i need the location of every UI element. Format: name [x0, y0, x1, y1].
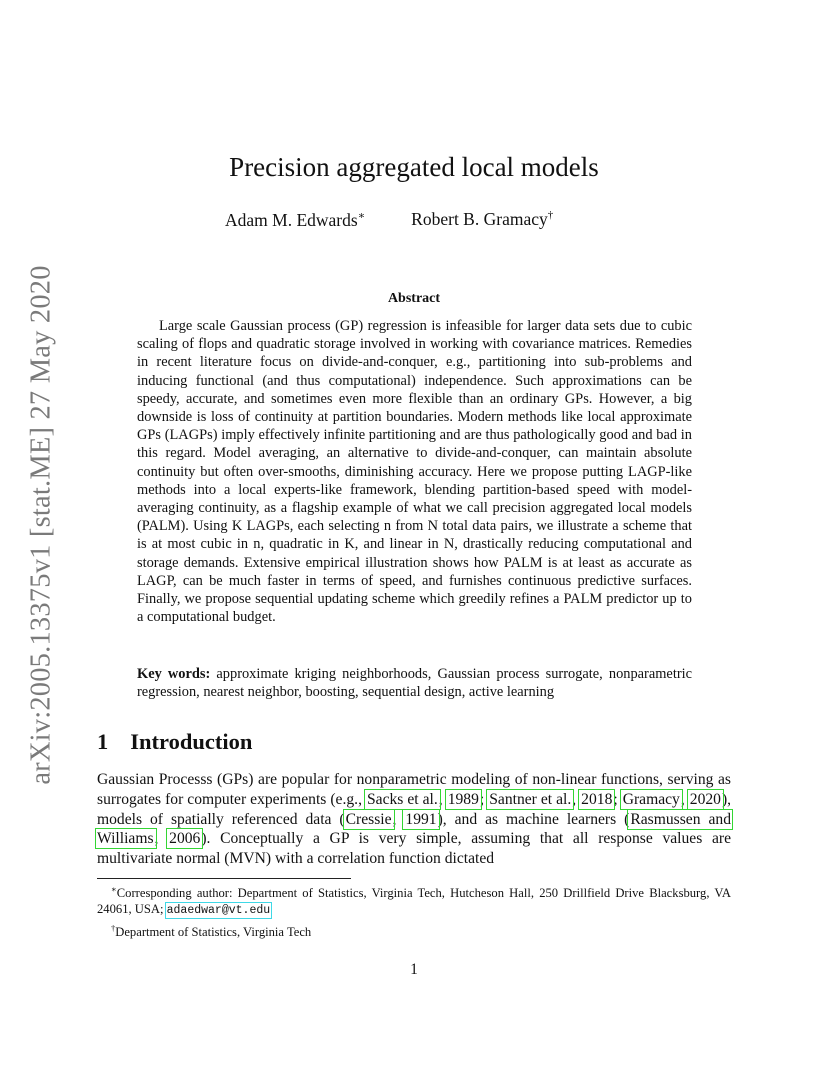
section-number: 1: [97, 729, 109, 754]
introduction-paragraph: [97, 770, 731, 869]
email-link[interactable]: adaedwar@vt.edu: [166, 904, 271, 918]
citation-link-santner-year[interactable]: 2018: [581, 790, 613, 808]
author-list: [225, 209, 553, 231]
author-2: [411, 209, 553, 231]
author-1: [225, 209, 365, 231]
author-2-name: Robert B. Gramacy: [411, 209, 548, 229]
abstract-body: Large scale Gaussian process (GP) regression is infeasible for larger data sets due to cubic scaling of flops and quadratic storage involved in working with covariance matrices. Remedies in recent literature focus on divide-and-conquer, e.g., partitioning into sub-problems and inducing functional (and thus computational) independence. Such approximations can be speedy, accurate, and sometimes even more flexible than an ordinary GPs. However, a big downside is loss of continuity at partition boundaries. Modern methods like local approximate GPs (LAGPs) imply effectively infinite partitioning and are thus pathologically good and bad in this regard. Model averaging, an alternative to divide-and-conquer, can maintain absolute continuity but often over-smooths, diminishing accuracy. Here we propose putting LAGP-like methods into a local experts-like framework, blending partition-based speed with model-averaging continuity, as a flagship example of what we call precision aggregated local models (PALM). Using K LAGPs, each selecting n from N total data pairs, we illustrate a scheme that is at most cubic in n, quadratic in K, and linear in N, drastically reducing computational and storage demands. Extensive empirical illustration shows how PALM is at least as accurate as LAGP, can be much faster in terms of speed, and furnishes continuous predictive surfaces. Finally, we propose sequential updating scheme which greedily refines a PALM predictor up to a computational budget.: [137, 318, 692, 626]
arxiv-identifier-stamp: [18, 265, 66, 785]
section-title: Introduction: [130, 729, 253, 754]
keywords-text: approximate kriging neighborhoods, Gaussian process surrogate, nonparametric regression, nearest neighbor, boosting, sequential design, active learning: [137, 666, 692, 701]
citation-link-cressie[interactable]: Cressie: [345, 810, 392, 828]
footnote-1: [97, 881, 731, 920]
section-heading-introduction: [97, 729, 252, 755]
intro-text: ), and as machine learners (: [437, 810, 630, 828]
citation-link-sacks[interactable]: Sacks et al.: [366, 790, 438, 808]
footnote-2-mark: †: [111, 922, 116, 933]
page-number: 1: [410, 961, 418, 978]
footnote-2-text: Department of Statistics, Virginia Tech: [115, 924, 312, 939]
intro-text: ;: [613, 790, 622, 808]
footnote-1-text: Corresponding author: Department of Statistics, Virginia Tech, Hutcheson Hall, 250 Drillfield Drive Blacksburg, VA 24061, USA;: [97, 886, 731, 917]
citation-link-gramacy-year[interactable]: 2020: [689, 790, 721, 808]
intro-text: Gaussian Processs (GPs) are popular for nonparametric modeling of non-linear functions, serving as surrogates for computer experiments (e.g.,: [97, 771, 731, 808]
citation-link-cressie-year[interactable]: 1991: [405, 810, 437, 828]
intro-text: ), models of spatially referenced data (: [97, 790, 732, 828]
arxiv-identifier-text: arXiv:2005.13375v1 [stat.ME] 27 May 2020: [26, 265, 58, 785]
intro-text: ,: [154, 830, 169, 848]
citation-link-sacks-year[interactable]: 1989: [447, 790, 479, 808]
intro-text: ;: [479, 790, 489, 808]
intro-text: ). Conceptually a GP is very simple, assuming that all response values are multivariate normal (MVN) with a correlation function dictated: [97, 830, 732, 868]
keywords: [137, 665, 692, 701]
author-1-name: Adam M. Edwards: [225, 209, 358, 230]
intro-text: ,: [438, 790, 447, 808]
author-2-footnote-mark: †: [547, 209, 554, 222]
citation-link-santner[interactable]: Santner et al.: [489, 790, 572, 808]
paper-title: Precision aggregated local models: [229, 152, 599, 182]
footnote-2: [97, 920, 731, 940]
citation-link-rasmussen[interactable]: Rasmussen and Williams: [97, 810, 731, 848]
citation-link-rasmussen-year[interactable]: 2006: [169, 830, 201, 848]
intro-text: ,: [392, 810, 405, 828]
intro-text: ,: [680, 790, 689, 808]
footnote-1-mark: ∗: [111, 884, 117, 894]
intro-text: ,: [572, 790, 581, 808]
keywords-label: Key words:: [137, 666, 211, 682]
citation-link-gramacy[interactable]: Gramacy: [622, 790, 680, 808]
footnote-divider: [97, 878, 351, 879]
author-1-footnote-mark: ∗: [357, 210, 366, 222]
footnotes: [97, 881, 731, 940]
abstract-heading: Abstract: [387, 291, 441, 306]
